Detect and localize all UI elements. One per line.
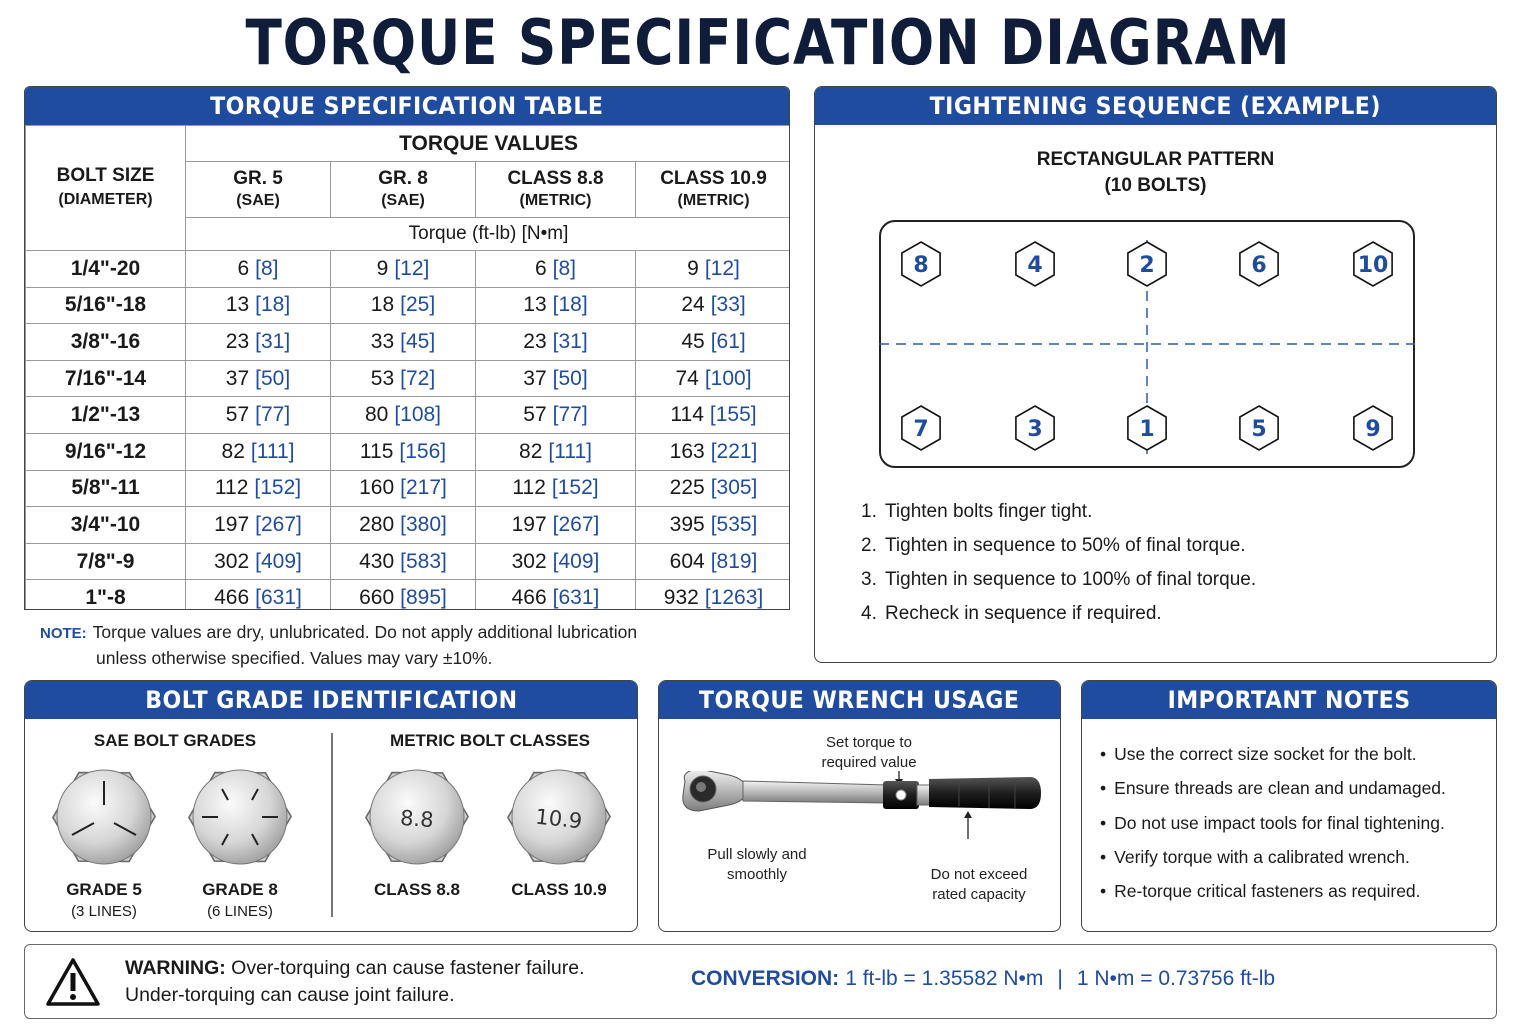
- ftlb-value: 57: [225, 403, 250, 427]
- ftlb-value: 302: [214, 549, 250, 573]
- bolt-number: 8: [913, 253, 929, 278]
- nm-value: [409]: [255, 549, 302, 573]
- conversion-label: CONVERSION:: [691, 967, 840, 990]
- note-line-2: unless otherwise specified. Values may vary ±10%.: [96, 648, 493, 668]
- nm-value: [31]: [552, 329, 588, 353]
- table-row: [26, 580, 791, 610]
- ftlb-value: 13: [225, 293, 250, 317]
- torque-cell: [186, 433, 331, 470]
- torque-cell: [331, 251, 476, 288]
- bolt-number: 5: [1251, 417, 1267, 442]
- table-row: [26, 433, 791, 470]
- nm-value: [8]: [552, 256, 577, 280]
- torque-cell: [476, 470, 636, 507]
- sequence-heading: TIGHTENING SEQUENCE (EXAMPLE): [815, 87, 1496, 125]
- nm-value: [895]: [400, 586, 447, 610]
- list-item: • Do not use impact tools for final tightening.: [1100, 806, 1446, 840]
- bolt-number: 9: [1365, 417, 1381, 442]
- torque-cell: [186, 287, 331, 324]
- class-10-9-mark: 10.9: [534, 804, 584, 834]
- ftlb-value: 18: [370, 293, 395, 317]
- notes-heading: IMPORTANT NOTES: [1082, 681, 1496, 719]
- bolt-pattern-svg: [879, 220, 1415, 468]
- nm-value: [1263]: [704, 586, 764, 610]
- torque-cell: [331, 360, 476, 397]
- bolt-position-icon: [902, 242, 940, 286]
- nm-value: [31]: [255, 329, 291, 353]
- list-item: • Re-torque critical fasteners as required.: [1100, 874, 1446, 908]
- nm-value: [72]: [400, 366, 436, 390]
- bolt-position-icon: [1240, 242, 1278, 286]
- bolt-size-cell: 3/8"-16: [26, 324, 186, 361]
- torque-cell: [476, 324, 636, 361]
- bolt-grade-panel: [24, 680, 638, 932]
- torque-cell: [186, 470, 331, 507]
- bolt-number: 1: [1139, 417, 1155, 442]
- nm-value: [155]: [709, 403, 757, 427]
- ftlb-value: 302: [511, 549, 547, 573]
- nm-value: [100]: [704, 366, 752, 390]
- bolt-position-icon: [1016, 406, 1054, 450]
- nm-value: [77]: [552, 403, 588, 427]
- ftlb-value: 82: [519, 439, 543, 463]
- units-header: Torque (ft-lb) [N•m]: [186, 218, 791, 251]
- sequence-step: 3. Tighten in sequence to 100% of final torque.: [861, 569, 1257, 590]
- bolt-position-icon: [1016, 242, 1054, 286]
- nm-value: [111]: [250, 439, 295, 463]
- bolt-size-cell: 7/16"-14: [26, 360, 186, 397]
- ftlb-value: 395: [669, 512, 705, 536]
- torque-cell: [476, 433, 636, 470]
- ftlb-value: 37: [523, 366, 547, 390]
- grade-header: GR. 8 (SAE): [331, 162, 476, 218]
- bolt-number: 3: [1027, 417, 1043, 442]
- bolt-position-icon: [1354, 242, 1392, 286]
- nm-value: [152]: [551, 476, 599, 500]
- page-title: TORQUE SPECIFICATION DIAGRAM: [245, 6, 1291, 79]
- ftlb-value: 9: [376, 256, 389, 280]
- class-10-9-label: CLASS 10.9: [511, 880, 607, 899]
- metric-classes-title: METRIC BOLT CLASSES: [390, 731, 590, 750]
- class-10-9-bolt-head-icon: [495, 763, 622, 883]
- torque-cell: [476, 360, 636, 397]
- sequence-step: 2. Tighten in sequence to 50% of final torque.: [861, 535, 1246, 556]
- bolt-size-cell: 1/4"-20: [26, 251, 186, 288]
- table-row: [26, 287, 791, 324]
- nm-value: [380]: [400, 512, 447, 536]
- ftlb-value: 197: [214, 512, 250, 536]
- grade-5-label: GRADE 5 (3 LINES): [66, 880, 142, 920]
- ftlb-value: 24: [681, 293, 705, 317]
- bolt-number: 2: [1139, 253, 1155, 278]
- nm-value: [631]: [552, 586, 600, 610]
- class-8-8-bolt-head-icon: [353, 763, 480, 883]
- ftlb-value: 604: [669, 549, 705, 573]
- grade-5-bolt-head-icon: [40, 763, 167, 883]
- bolt-number: 4: [1027, 253, 1043, 278]
- ftlb-value: 197: [511, 512, 547, 536]
- list-item: • Verify torque with a calibrated wrench.: [1100, 840, 1446, 874]
- sequence-steps: [861, 495, 1256, 631]
- set-torque-caption: Set torque to required value: [821, 734, 917, 771]
- bolt-position-icon: [1354, 406, 1392, 450]
- bolt-number: 6: [1251, 253, 1267, 278]
- torque-cell: [636, 251, 791, 288]
- list-item: • Use the correct size socket for the bolt.: [1100, 737, 1446, 771]
- nm-value: [12]: [394, 256, 430, 280]
- pattern-title: RECTANGULAR PATTERN (10 BOLTS): [1036, 149, 1275, 196]
- torque-cell: [476, 287, 636, 324]
- table-row: [26, 360, 791, 397]
- ftlb-value: 80: [364, 403, 389, 427]
- important-notes-panel: [1081, 680, 1497, 932]
- ftlb-value: 53: [370, 366, 395, 390]
- grade-8-label: GRADE 8 (6 LINES): [202, 880, 278, 920]
- nm-value: [152]: [254, 476, 302, 500]
- nm-value: [77]: [255, 403, 291, 427]
- grade-header: CLASS 10.9 (METRIC): [636, 162, 791, 218]
- bolt-number: 10: [1357, 253, 1389, 278]
- grade-header: GR. 5 (SAE): [186, 162, 331, 218]
- torque-cell: [636, 287, 791, 324]
- torque-cell: [331, 397, 476, 434]
- ftlb-value: 115: [359, 439, 394, 463]
- torque-cell: [331, 580, 476, 610]
- bolt-size-header: BOLT SIZE (DIAMETER): [26, 126, 186, 251]
- torque-cell: [476, 251, 636, 288]
- nm-value: [50]: [255, 366, 291, 390]
- ftlb-value: 74: [675, 366, 699, 390]
- nm-value: [50]: [552, 366, 588, 390]
- torque-cell: [186, 324, 331, 361]
- ftlb-value: 932: [663, 586, 699, 610]
- note-label: NOTE:: [40, 625, 87, 642]
- ftlb-value: 112: [512, 476, 546, 500]
- torque-cell: [636, 360, 791, 397]
- ftlb-value: 23: [523, 329, 547, 353]
- torque-cell: [476, 507, 636, 544]
- table-row: [26, 397, 791, 434]
- bolt-size-cell: 3/4"-10: [26, 507, 186, 544]
- nm-value: [535]: [710, 512, 758, 536]
- torque-cell: [636, 507, 791, 544]
- class-8-8-label: CLASS 8.8: [374, 880, 460, 899]
- torque-cell: [331, 433, 476, 470]
- torque-cell: [476, 543, 636, 580]
- torque-cell: [186, 507, 331, 544]
- torque-cell: [331, 507, 476, 544]
- nm-value: [409]: [552, 549, 600, 573]
- torque-values-header: TORQUE VALUES: [186, 126, 791, 162]
- torque-table-heading: TORQUE SPECIFICATION TABLE: [25, 87, 789, 125]
- warning-label: WARNING:: [125, 957, 226, 979]
- torque-cell: [476, 580, 636, 610]
- bolt-size-cell: 1"-8: [26, 580, 186, 610]
- ftlb-value: 9: [687, 256, 699, 280]
- table-note: [40, 620, 637, 671]
- nm-value: [18]: [255, 293, 291, 317]
- ftlb-value: 37: [225, 366, 250, 390]
- bolt-position-icon: [1240, 406, 1278, 450]
- ftlb-value: 57: [523, 403, 547, 427]
- nm-value: [156]: [399, 439, 447, 463]
- list-item: • Ensure threads are clean and undamaged.: [1100, 771, 1446, 805]
- torque-cell: [331, 470, 476, 507]
- footer-bar: [24, 944, 1497, 1019]
- ftlb-value: 225: [669, 476, 705, 500]
- nm-value: [18]: [552, 293, 588, 317]
- bolt-size-cell: 5/16"-18: [26, 287, 186, 324]
- nm-value: [8]: [255, 256, 279, 280]
- torque-cell: [186, 580, 331, 610]
- ftlb-value: 6: [534, 256, 547, 280]
- sae-grades-title: SAE BOLT GRADES: [93, 731, 257, 750]
- ftlb-value: 6: [237, 256, 250, 280]
- torque-cell: [636, 543, 791, 580]
- ftlb-value: 660: [359, 586, 395, 610]
- note-line-1: Torque values are dry, unlubricated. Do not apply additional lubrication: [92, 622, 638, 642]
- class-8-8-mark: 8.8: [399, 805, 435, 833]
- nm-value: [111]: [548, 439, 592, 463]
- ftlb-value: 33: [370, 329, 395, 353]
- bolt-size-cell: 9/16"-12: [26, 433, 186, 470]
- ftlb-value: 45: [681, 329, 705, 353]
- warning-text: WARNING: Over-torquing can cause fastener failure. Under-torquing can cause joint failure.: [125, 957, 585, 1006]
- nm-value: [221]: [710, 439, 758, 463]
- nm-value: [267]: [255, 512, 302, 536]
- nm-value: [33]: [710, 293, 746, 317]
- ftlb-value: 466: [511, 586, 547, 610]
- ftlb-value: 23: [225, 329, 250, 353]
- nm-value: [61]: [710, 329, 746, 353]
- nm-value: [217]: [400, 476, 447, 500]
- bolt-size-cell: 5/8"-11: [26, 470, 186, 507]
- nm-value: [12]: [704, 256, 740, 280]
- nm-value: [108]: [394, 403, 442, 427]
- do-not-exceed-caption: Do not exceed rated capacity: [930, 866, 1028, 903]
- torque-cell: [186, 251, 331, 288]
- table-row: [26, 543, 791, 580]
- torque-cell: [636, 397, 791, 434]
- nm-value: [25]: [400, 293, 436, 317]
- bolt-plate: [879, 220, 1415, 468]
- torque-cell: [186, 543, 331, 580]
- table-row: [26, 507, 791, 544]
- bolt-grade-heading: BOLT GRADE IDENTIFICATION: [25, 681, 637, 719]
- torque-cell: [331, 324, 476, 361]
- torque-table: [25, 125, 790, 610]
- ftlb-value: 163: [669, 439, 705, 463]
- torque-wrench-panel: [658, 680, 1061, 932]
- ftlb-value: 82: [221, 439, 245, 463]
- tightening-sequence-panel: [814, 86, 1497, 663]
- ftlb-value: 430: [359, 549, 395, 573]
- torque-cell: [331, 543, 476, 580]
- warning-triangle-icon: [45, 957, 101, 1007]
- ftlb-value: 160: [359, 476, 395, 500]
- ftlb-value: 114: [670, 403, 704, 427]
- torque-cell: [636, 470, 791, 507]
- grade-header: CLASS 8.8 (METRIC): [476, 162, 636, 218]
- torque-cell: [476, 397, 636, 434]
- bolt-position-icon: [902, 406, 940, 450]
- torque-cell: [636, 433, 791, 470]
- nm-value: [45]: [400, 329, 436, 353]
- table-row: [26, 470, 791, 507]
- ftlb-value: 280: [359, 512, 395, 536]
- nm-value: [631]: [255, 586, 302, 610]
- nm-value: [305]: [710, 476, 758, 500]
- torque-table-panel: [24, 86, 790, 610]
- ftlb-value: 112: [214, 476, 249, 500]
- torque-cell: [636, 324, 791, 361]
- bolt-size-cell: 7/8"-9: [26, 543, 186, 580]
- torque-cell: [331, 287, 476, 324]
- nm-value: [267]: [552, 512, 600, 536]
- bolt-position-icon: [1128, 406, 1166, 450]
- sequence-step: 4. Recheck in sequence if required.: [861, 603, 1162, 624]
- torque-cell: [186, 397, 331, 434]
- nm-value: [583]: [400, 549, 447, 573]
- pull-slowly-caption: Pull slowly and smoothly: [707, 846, 807, 883]
- ftlb-value: 466: [214, 586, 250, 610]
- torque-cell: [636, 580, 791, 610]
- torque-wrench-icon: [659, 771, 1061, 881]
- table-row: [26, 251, 791, 288]
- table-row: [26, 324, 791, 361]
- notes-list: [1100, 737, 1446, 908]
- grade-8-bolt-head-icon: [176, 763, 303, 883]
- wrench-heading: TORQUE WRENCH USAGE: [659, 681, 1060, 719]
- sequence-step: 1. Tighten bolts finger tight.: [861, 501, 1093, 522]
- nm-value: [819]: [710, 549, 758, 573]
- bolt-size-cell: 1/2"-13: [26, 397, 186, 434]
- torque-cell: [186, 360, 331, 397]
- bolt-position-icon: [1128, 242, 1166, 286]
- bolt-number: 7: [913, 417, 929, 442]
- ftlb-value: 13: [523, 293, 547, 317]
- conversion-text: CONVERSION: 1 ft-lb = 1.35582 N•m | 1 N•m = 0.73756 ft-lb: [691, 967, 1276, 990]
